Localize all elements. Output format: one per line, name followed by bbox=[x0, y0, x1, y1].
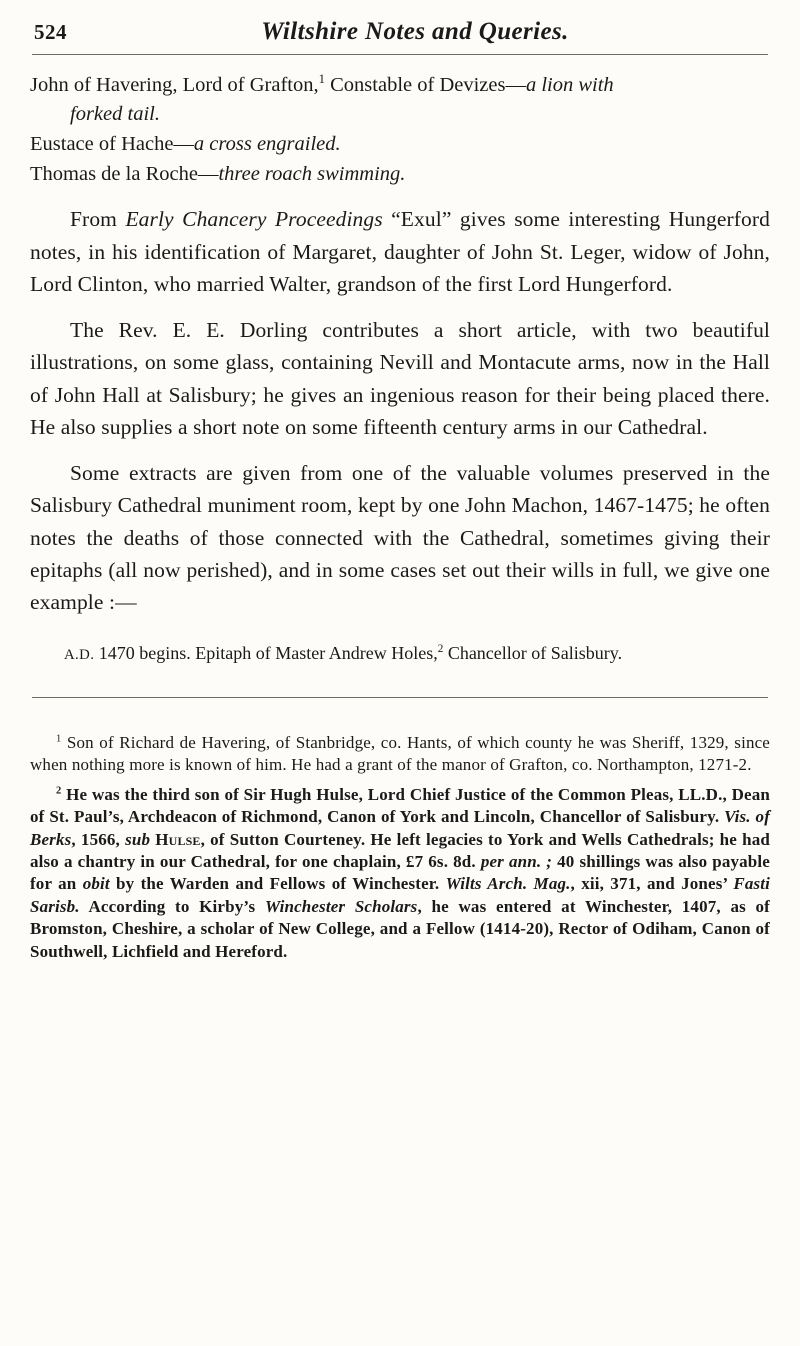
footnote-citation: Vis. of Berks bbox=[30, 807, 771, 849]
footnote-text: , of Sutton Courteney. He left legacies to York and Wells Cathedrals; he had also a chantry in our Cathedral, for one chaplain, £7 6s. 8d. bbox=[30, 829, 770, 872]
running-head bbox=[30, 18, 770, 46]
header-rule bbox=[32, 54, 768, 55]
heraldry-dash: — bbox=[197, 163, 219, 186]
paragraph-dorling: The Rev. E. E. Dorling contributes a short article, with two beautiful illustrations, on some glass, containing Nevill and Montacute arms, now in the Hall of John Hall at Salisbury; he gives an ingenious reason for their being placed there. He also supplies a short note on some fifteenth century arms in our Cathedral. bbox=[30, 318, 770, 439]
paragraph-chancery bbox=[30, 203, 770, 300]
work-title: Early Chancery Proceedings bbox=[125, 207, 383, 232]
heraldry-name: Thomas de la Roche bbox=[30, 163, 198, 186]
heraldry-blazon: three roach swimming. bbox=[218, 163, 406, 186]
footnote-text: Son of Richard de Havering, of Stanbridge, co. Hants, of which county he was Sheriff, 1329, since when nothing more is known of him. He had a grant of the manor of Grafton, co. Northampton, 1271-2. bbox=[30, 732, 770, 775]
epitaph-date-label: A.D. bbox=[64, 647, 95, 664]
page-title: Wiltshire Notes and Queries. bbox=[261, 18, 569, 45]
footnote-item bbox=[30, 784, 770, 964]
footnote-text: , he was entered at Winchester, 1407, as of Bromston, Cheshire, a scholar of New College, and a Fellow (1414-20), Rector of Odiham, Canon of Southwell, Lichfield and Hereford. bbox=[30, 896, 770, 961]
heraldry-name: John of Havering, Lord of Grafton, bbox=[30, 74, 319, 96]
footnote-smallcaps: Hulse bbox=[150, 829, 201, 849]
paragraph-epitaph bbox=[30, 640, 770, 666]
footnote-citation: per ann. ; bbox=[480, 852, 553, 872]
page-folio: 524 bbox=[34, 20, 67, 44]
footnotes-section bbox=[30, 732, 770, 963]
footnote-text: , xii, 371, and Jones’ bbox=[570, 874, 734, 894]
footnote-text: 40 shillings was also payable for an bbox=[30, 852, 770, 894]
footnote-marker-2: 2 bbox=[437, 643, 444, 656]
heraldry-blazon: a lion with bbox=[525, 74, 614, 96]
footnote-text: He was the third son of Sir Hugh Hulse, Lord Chief Justice of the Common Pleas, LL.D., Dean of St. Paul’s, Archdeacon of Richmond, Canon of York and Lincoln, Chancellor of Salisbury. bbox=[30, 784, 770, 827]
footnote-rule bbox=[32, 697, 768, 698]
heraldry-name: Eustace of Hache bbox=[30, 133, 174, 156]
heraldry-blazon-cont: forked tail. bbox=[70, 103, 160, 126]
footnote-citation: Fasti Sarisb. bbox=[30, 874, 770, 916]
footnote-obit: obit bbox=[82, 874, 110, 894]
footnote-text: , 1566, bbox=[71, 829, 126, 849]
footnote-number: 1 bbox=[56, 733, 62, 745]
epitaph-year: 1470 begins. Epitaph of Master Andrew Holes, bbox=[94, 643, 438, 664]
epitaph-rest: Chancellor of Salisbury. bbox=[443, 643, 623, 664]
footnote-item bbox=[30, 732, 770, 777]
paragraph-lead: From bbox=[70, 207, 126, 232]
footnote-citation: Winchester Scholars bbox=[264, 896, 418, 916]
heraldry-list bbox=[30, 71, 770, 189]
heraldry-blazon: a cross engrailed. bbox=[193, 133, 341, 156]
footnote-citation: Wilts Arch. Mag. bbox=[445, 874, 571, 894]
heraldry-role: Constable of Devizes bbox=[325, 74, 506, 96]
footnote-text: by the Warden and Fellows of Winchester. bbox=[109, 874, 446, 894]
footnote-number: 2 bbox=[56, 785, 62, 797]
paragraph-rest: “Exul” gives some interesting Hungerford notes, in his identification of Margaret, daughter of John St. Leger, widow of John, Lord Clinton, who married Walter, grandson of the first Lord Hungerford. bbox=[30, 207, 771, 296]
heraldry-dash: — bbox=[173, 133, 194, 156]
footnote-text: According to Kirby’s bbox=[79, 896, 265, 916]
heraldry-entry bbox=[30, 130, 770, 159]
footnote-marker-1: 1 bbox=[318, 72, 325, 87]
footnote-sub: sub bbox=[125, 829, 151, 849]
heraldry-entry bbox=[30, 160, 770, 189]
heraldry-dash: — bbox=[505, 74, 526, 96]
paragraph-machon: Some extracts are given from one of the valuable volumes preserved in the Salisbury Cathedral muniment room, kept by one John Machon, 1467-1475; he often notes the deaths of those connected with the Cathedral, sometimes giving their epitaphs (all now perished), and in some cases set out their wills in full, we give one example :— bbox=[30, 461, 770, 615]
heraldry-entry bbox=[30, 71, 770, 129]
